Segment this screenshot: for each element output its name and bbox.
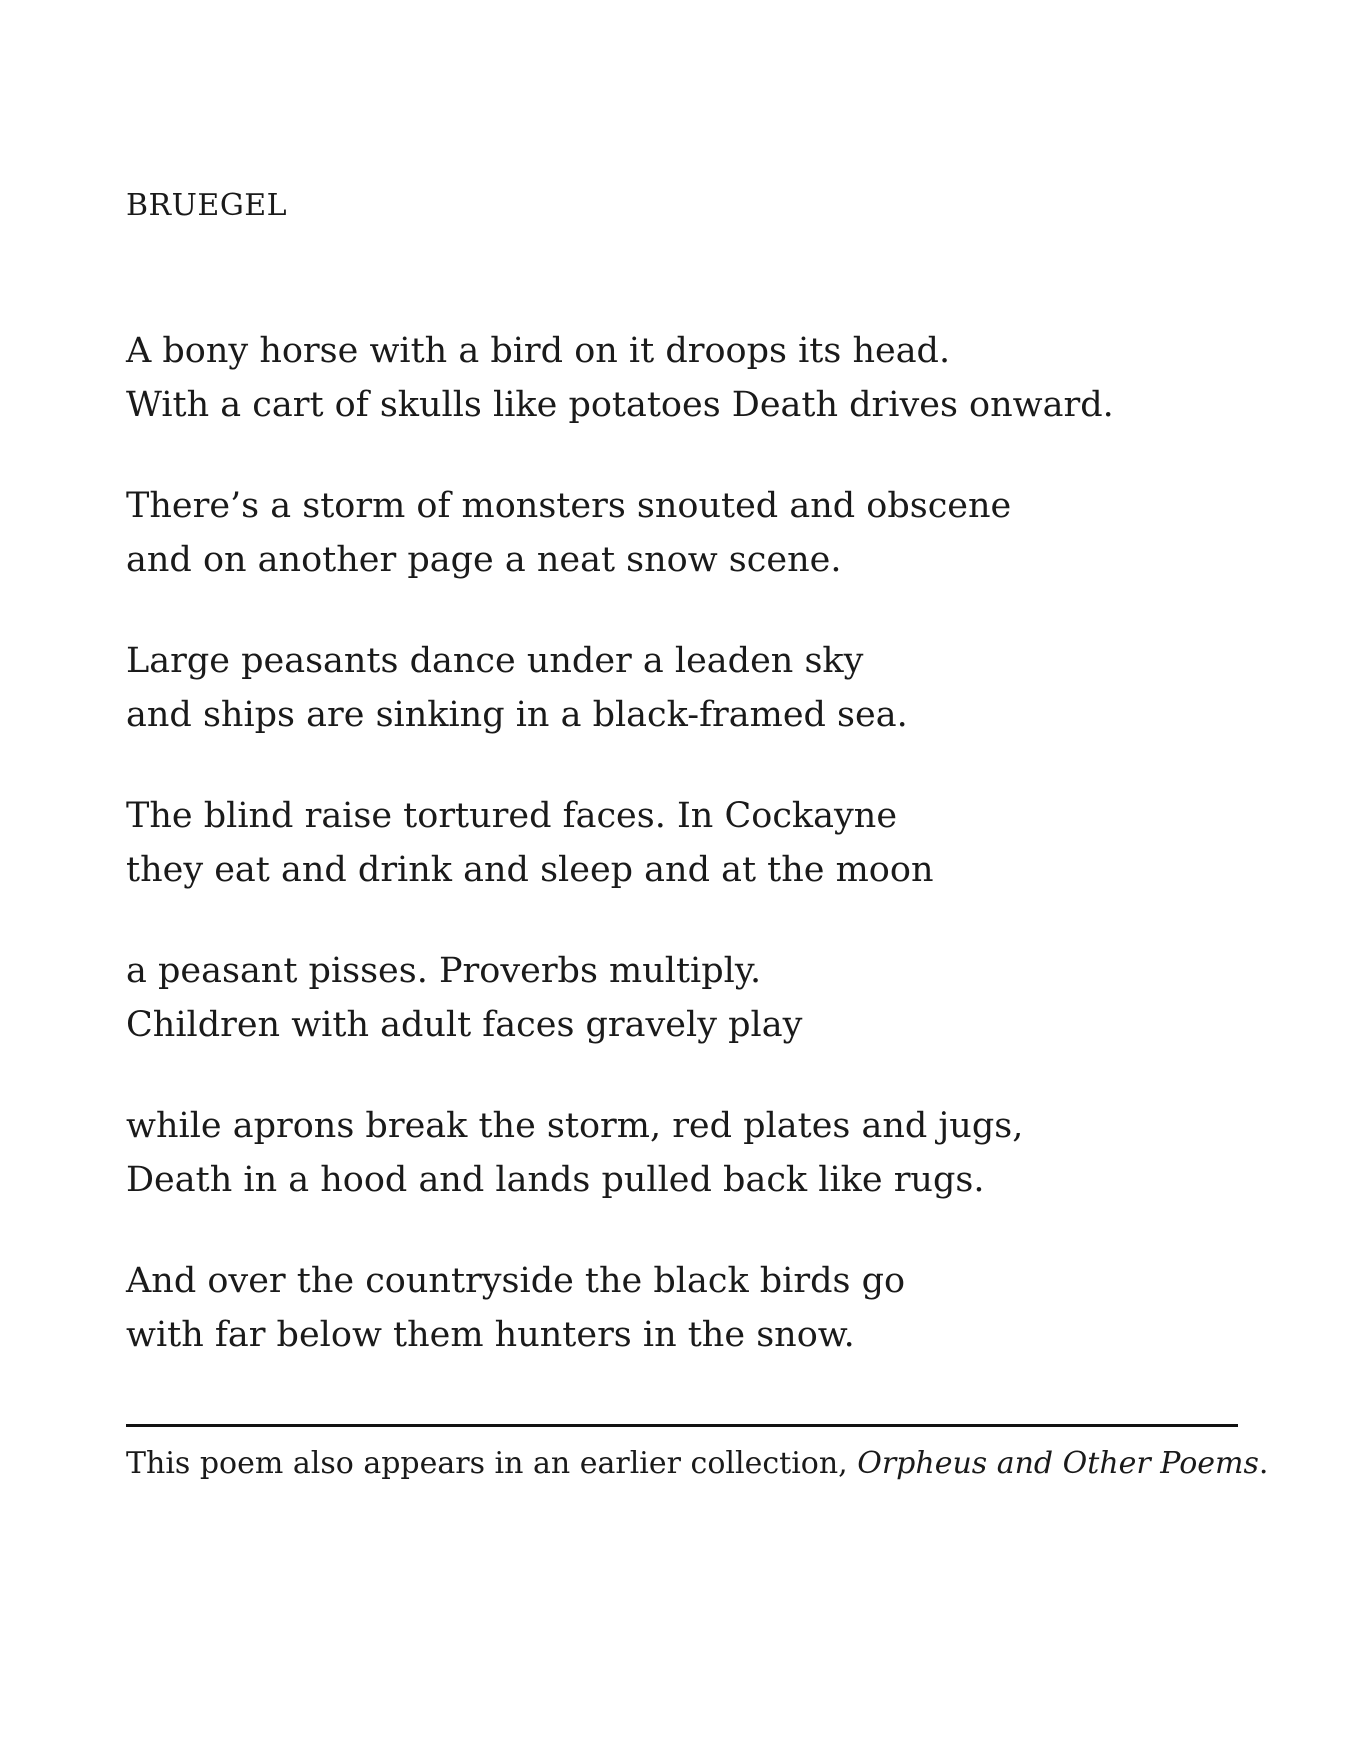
stanza-3 — [126, 634, 1236, 742]
footnote-end: . — [1258, 1446, 1269, 1481]
poem-title: BRUEGEL — [126, 188, 288, 223]
footnote-divider — [126, 1424, 1238, 1427]
poem-line: The blind raise tortured faces. In Cockayne — [126, 796, 898, 836]
poem-line: Death in a hood and lands pulled back like rugs. — [126, 1160, 985, 1200]
poem-line: Large peasants dance under a leaden sky — [126, 641, 864, 681]
poem-line: Children with adult faces gravely play — [126, 1005, 803, 1045]
poem-line: and on another page a neat snow scene. — [126, 540, 842, 580]
stanza-1 — [126, 324, 1236, 432]
poem-line: There’s a storm of monsters snouted and obscene — [126, 486, 1012, 526]
poem-line: with far below them hunters in the snow. — [126, 1315, 855, 1355]
poem-line: a peasant pisses. Proverbs multiply. — [126, 951, 762, 991]
poem-line: they eat and drink and sleep and at the moon — [126, 850, 934, 890]
stanza-2 — [126, 479, 1236, 587]
page — [126, 0, 1269, 1750]
poem-line: And over the countryside the black birds go — [126, 1261, 906, 1301]
poem-line: while aprons break the storm, red plates and jugs, — [126, 1106, 1024, 1146]
footnote-text: This poem also appears in an earlier collection, — [126, 1446, 858, 1481]
stanza-4 — [126, 789, 1236, 897]
footnote — [126, 1443, 1268, 1485]
poem-line: and ships are sinking in a black-framed sea. — [126, 695, 908, 735]
poem-line: With a cart of skulls like potatoes Death drives onward. — [126, 385, 1114, 425]
footnote-book-title: Orpheus and Other Poems — [857, 1446, 1259, 1481]
stanza-5 — [126, 944, 1236, 1052]
poem-body — [126, 324, 1236, 1409]
poem-line: A bony horse with a bird on it droops its head. — [126, 331, 951, 371]
stanza-7 — [126, 1254, 1236, 1362]
stanza-6 — [126, 1099, 1236, 1207]
